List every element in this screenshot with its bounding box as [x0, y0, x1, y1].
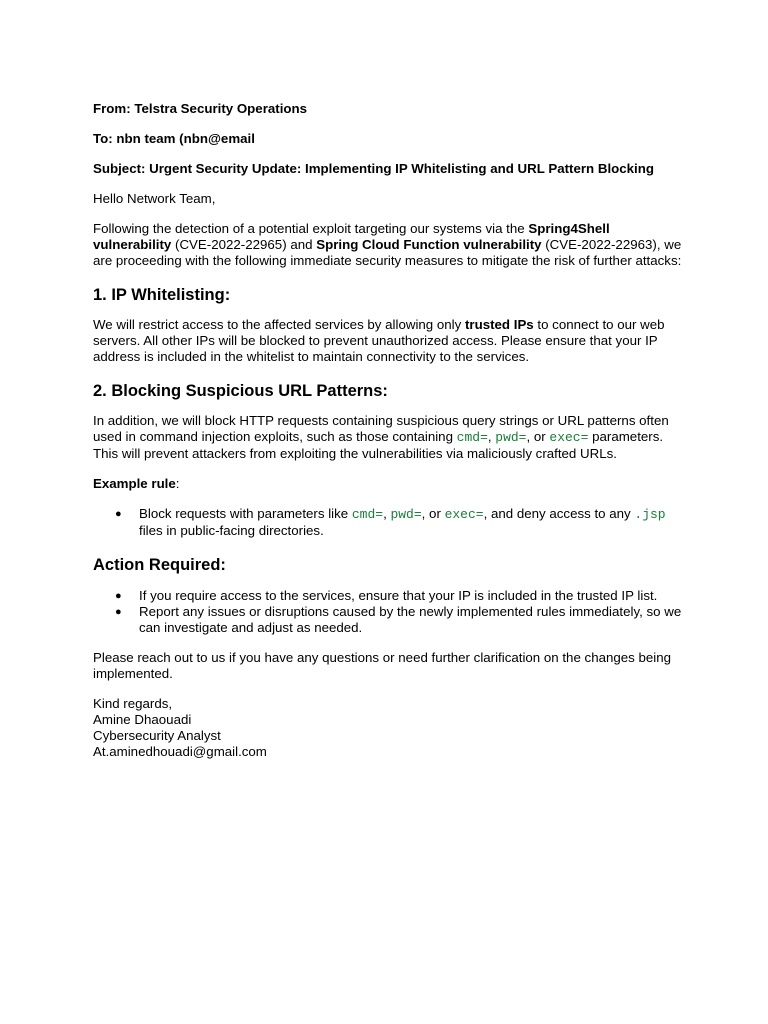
action-list — [93, 588, 683, 636]
intro-text-2: (CVE-2022-22965) and — [171, 237, 317, 252]
trusted-ips-label: trusted IPs — [464, 317, 534, 332]
closing-paragraph: Please reach out to us if you have any questions or need further clarification on the changes being implemented. — [93, 650, 672, 681]
to-line: To: nbn team (nbn@email — [93, 131, 255, 146]
action-item-text: Report any issues or disruptions caused by the newly implemented rules immediately, so we can investigate and adjust as needed. — [139, 604, 682, 635]
bullet-text-1: Block requests with parameters like — [139, 506, 352, 521]
code-pwd: pwd= — [390, 507, 422, 522]
code-jsp: .jsp — [634, 507, 666, 522]
example-rule-colon: : — [175, 476, 180, 491]
from-line: From: Telstra Security Operations — [93, 101, 308, 116]
example-rule-list — [93, 506, 683, 539]
section2-text-4: parameters. This will prevent attackers from exploiting the vulnerabilities via maliciously crafted URLs. — [93, 429, 664, 461]
code-exec: exec= — [549, 430, 589, 445]
intro-text-3: (CVE-2022-22963), we are proceeding with the following immediate security measures to mitigate the risk of further attacks: — [93, 237, 682, 268]
section-heading-action-required: Action Required: — [93, 556, 226, 574]
subject-line: Subject: Urgent Security Update: Implementing IP Whitelisting and URL Pattern Blocking — [93, 161, 654, 176]
section1-text-2: to connect to our web servers. All other IPs will be blocked to prevent unauthorized access. Please ensure that your IP address is included in the whitelist to maintain connectivity to the services. — [93, 317, 665, 364]
code-exec: exec= — [444, 507, 484, 522]
signature-email: At.aminedhouadi@gmail.com — [93, 744, 267, 759]
ip-whitelisting-paragraph — [93, 317, 683, 365]
bullet-text-4: , and deny access to any — [483, 506, 635, 521]
list-item — [93, 604, 683, 636]
list-item — [93, 506, 683, 539]
greeting: Hello Network Team, — [93, 191, 216, 206]
bullet-text-3: , or — [421, 506, 445, 521]
spring4shell-label: Spring4Shell vulnerability — [93, 221, 610, 252]
section-heading-ip-whitelisting: 1. IP Whitelisting: — [93, 286, 231, 304]
section2-text-3: , or — [526, 429, 550, 444]
bullet-text-2: , — [383, 506, 391, 521]
signature-regards: Kind regards, — [93, 696, 173, 711]
code-cmd: cmd= — [351, 507, 384, 522]
example-rule-label — [93, 476, 683, 492]
intro-paragraph — [93, 221, 683, 269]
email-body — [93, 101, 683, 760]
signature-title: Cybersecurity Analyst — [93, 728, 221, 743]
bullet-text-5: files in public-facing directories. — [139, 523, 324, 538]
section-heading-url-blocking: 2. Blocking Suspicious URL Patterns: — [93, 382, 388, 400]
code-cmd: cmd= — [456, 430, 488, 445]
section1-text-1: We will restrict access to the affected services by allowing only — [93, 317, 465, 332]
intro-text-1: Following the detection of a potential exploit targeting our systems via the — [93, 221, 529, 236]
action-item-text: If you require access to the services, ensure that your IP is included in the trusted IP list. — [139, 588, 658, 603]
example-rule-bold: Example rule — [93, 476, 176, 491]
signature-block — [93, 696, 683, 760]
code-pwd: pwd= — [495, 430, 527, 445]
section2-text-1: In addition, we will block HTTP requests containing suspicious query strings or URL patterns often used in command injection exploits, such as those containing — [93, 413, 669, 444]
bullet-icon: ● — [115, 590, 122, 602]
bullet-icon: ● — [115, 606, 122, 618]
section2-text-2: , — [487, 429, 496, 444]
signature-name: Amine Dhaouadi — [93, 712, 192, 727]
bullet-icon: ● — [115, 508, 122, 520]
url-blocking-paragraph — [93, 413, 683, 462]
list-item — [93, 588, 683, 604]
spring-cloud-label: Spring Cloud Function vulnerability — [316, 237, 542, 252]
